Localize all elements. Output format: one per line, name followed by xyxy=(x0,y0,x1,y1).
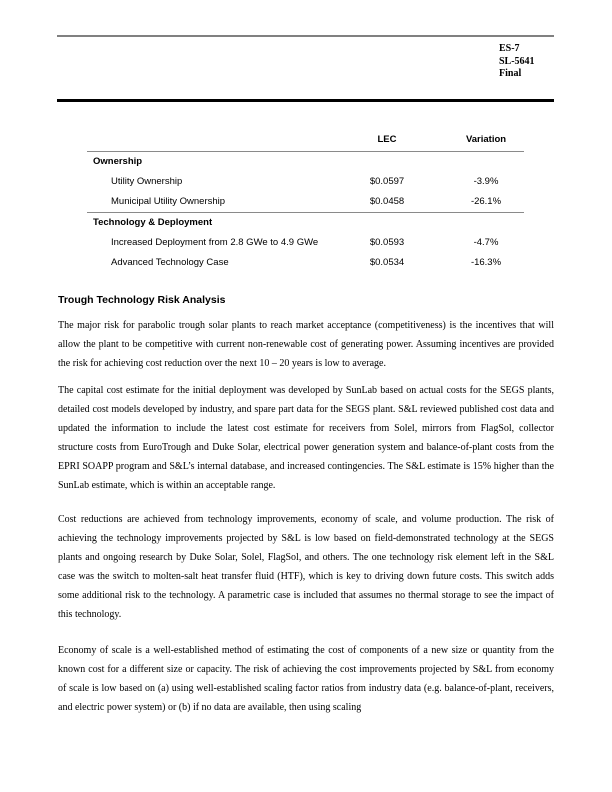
table-row xyxy=(87,253,524,273)
row-lec: $0.0534 xyxy=(369,257,405,268)
paragraph-cost-reductions: Cost reductions are achieved from technology improvements, economy of scale, and volume production. The risk of achieving the technology improvements projected by S&L is low based on field-demonstrated technology at the SEGS plants and ongoing research by Duke Solar, Solel, FlagSol, and others. The one technology risk element left in the S&L case was the switch to molten-salt heat transfer fluid (HTF), which is key to driving down future costs. This switch adds some additional risk to the technology. A parametric case is included that assumes no thermal storage to see the impact of this technology. xyxy=(58,514,554,620)
table-row xyxy=(87,233,524,253)
row-label: Advanced Technology Case xyxy=(111,257,229,268)
paragraph-capital-cost: The capital cost estimate for the initial deployment was developed by SunLab based on actual costs for the SEGS plants, detailed cost models developed by industry, and spare part data for the SEGS plant. S&L reviewed published cost data and updated the information to include the latest cost estimate for receivers from Solel, mirrors from FlagSol, collector structure costs from EuroTrough and Duke Solar, electrical power generation system and balance-of-plant costs from the EPRI SOAPP program and S&L’s internal database, and increased contingencies. The S&L estimate is 15% higher than the SunLab estimate, which is within an acceptable range. xyxy=(58,385,554,491)
row-variation: -16.3% xyxy=(470,257,502,268)
row-label: Increased Deployment from 2.8 GWe to 4.9 GWe xyxy=(111,237,319,248)
column-header-variation: Variation xyxy=(465,134,507,145)
table-row xyxy=(87,172,524,192)
doc-id-number: SL-5641 xyxy=(499,55,535,67)
doc-id-page: ES-7 xyxy=(499,43,520,54)
table-section-technology-deployment xyxy=(87,213,524,233)
header-top-rule xyxy=(57,35,554,37)
row-variation: -4.7% xyxy=(473,237,499,248)
paragraph-market-risk: The major risk for parabolic trough solar plants to reach market acceptance (competitiveness) is the incentives that will allow the plant to be competitive with current non-renewable cost of generating power. Assuming incentives are provided the risk for achieving cost reduction over the next 10 – 20 years is low to average. xyxy=(58,320,554,369)
row-variation: -26.1% xyxy=(470,196,502,207)
section-title: Ownership xyxy=(93,156,143,167)
table-row xyxy=(87,192,524,213)
row-label: Municipal Utility Ownership xyxy=(111,196,226,207)
section-heading: Trough Technology Risk Analysis xyxy=(58,294,226,306)
column-header-lec: LEC xyxy=(377,134,397,145)
doc-id-status: Final xyxy=(499,68,522,79)
lec-variation-table xyxy=(87,130,524,273)
paragraph-economy-of-scale: Economy of scale is a well-established method of estimating the cost of components of a new size or quantity from the known cost for a different size or capacity. The risk of achieving the cost improvements projected by S&L from economy of scale is low based on (a) using well-established scaling factor ratios from industry data (e.g. balance-of-plant, receivers, and electric power system) or (b) if no data are available, then using scaling xyxy=(58,645,554,713)
header-bottom-rule xyxy=(57,99,554,102)
section-title: Technology & Deployment xyxy=(93,217,213,228)
row-label: Utility Ownership xyxy=(111,176,183,187)
row-variation: -3.9% xyxy=(473,176,499,187)
row-lec: $0.0458 xyxy=(369,196,405,207)
row-lec: $0.0597 xyxy=(369,176,405,187)
row-lec: $0.0593 xyxy=(369,237,405,248)
table-header-row xyxy=(87,130,524,152)
table-section-ownership xyxy=(87,152,524,172)
document-identifier xyxy=(499,43,535,81)
